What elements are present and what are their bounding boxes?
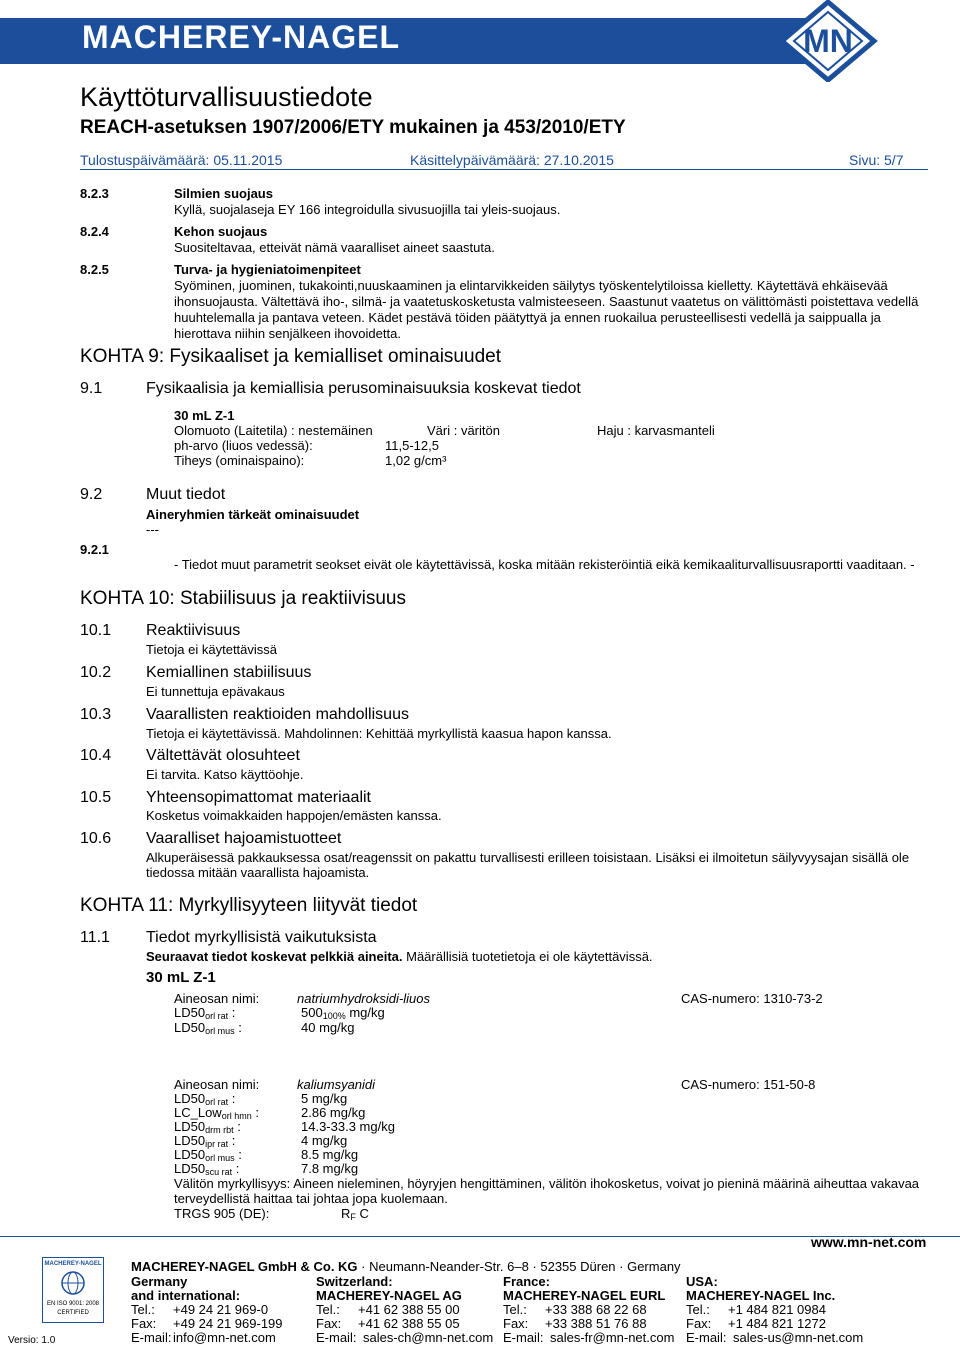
tox-base: LD50	[174, 1005, 206, 1020]
footer-company	[131, 1259, 681, 1274]
footer-col-3-h1: France:	[503, 1274, 550, 1289]
s8-4-text: Suositeltavaa, etteivät nämä vaaralliset aineet saastuta.	[174, 240, 495, 255]
footer-col-4-fax-label: Fax:	[686, 1316, 712, 1331]
tox-route: orl mus	[205, 1026, 235, 1036]
website-link[interactable]: www.mn-net.com	[811, 1234, 927, 1250]
s9-2-1-number: 9.2.1	[80, 542, 109, 557]
footer-col-2-mail-label: E-mail:	[316, 1330, 357, 1345]
company-address: · Neumann-Neander-Str. 6–8 · 52355 Düren · Germany	[357, 1259, 681, 1274]
footer-col-1-fax-label: Fax:	[131, 1316, 157, 1331]
s10-6-number: 10.6	[80, 830, 112, 847]
s9-density-value: 1,02 g/cm³	[385, 453, 447, 468]
s9-2-number: 9.2	[80, 486, 103, 503]
tox-route: ipr rat	[205, 1139, 229, 1149]
s9-color: Väri : väritön	[427, 423, 500, 438]
s8-3-text: Kyllä, suojalaseja EY 166 integroidulla sivusuojilla tai yleis-suojaus.	[174, 202, 561, 217]
mn-logo	[776, 0, 880, 82]
ing2-row-1-label: $LD50_{orl rat}$ :	[174, 1091, 236, 1107]
section-9-heading: KOHTA 9: Fysikaaliset ja kemialliset ominaisuudet	[80, 346, 501, 367]
ing2-cas-value: 151-50-8	[763, 1077, 816, 1092]
s10-2-number: 10.2	[80, 664, 112, 681]
ing1-row-1-label: $LD50_{orl rat}$ :	[174, 1005, 236, 1021]
s10-4-text: Ei tarvita. Katso käyttöohje.	[146, 767, 304, 782]
s10-1-text: Tietoja ei käytettävissä	[146, 642, 278, 657]
cert-brand: MACHEREY-NAGEL	[44, 1261, 102, 1267]
s9-1-title: Fysikaalisia ja kemiallisia perusominaisuuksia koskevat tiedot	[146, 380, 581, 397]
footer-col-4-tel: +1 484 821 0984	[728, 1302, 826, 1317]
s9-density-label: Tiheys (ominaispaino):	[174, 453, 305, 468]
s8-3-title: Silmien suojaus	[174, 186, 273, 201]
ing2-row-4-label: $LD50_{ipr rat}$ :	[174, 1133, 236, 1149]
s10-5-number: 10.5	[80, 789, 112, 806]
footer-col-3-fax-label: Fax:	[503, 1316, 529, 1331]
ing1-row-1-value	[301, 1005, 385, 1021]
footer-col-3-tel-label: Tel.:	[503, 1302, 527, 1317]
tox-value: 500	[301, 1005, 323, 1020]
s10-2-title: Kemiallinen stabiilisuus	[146, 664, 312, 681]
header-rule	[80, 169, 928, 170]
footer-col-4-h2: MACHEREY-NAGEL Inc.	[686, 1288, 836, 1303]
s8-5-line-3: huuhtelemalla ja pantava veteen. Kädet pestävä töiden päätyttyä ja ennen ruokailua perusteellisesti vedellä ja saippualla ja	[174, 310, 881, 325]
ing1-cas	[681, 991, 823, 1006]
s8-5-line-2: ihonsuojausta. Vältettävä iho-, silmä- ja vaatetuskosketusta valmisteeseen. Saastunut vaatetus on välittömästi poistettava vedellä	[174, 294, 919, 309]
brand-name: MACHEREY-NAGEL	[82, 19, 401, 55]
s9-note: - Tiedot muut parametrit seokset eivät ole käytettävissä, koska mitään rekisteröintiä eikä kemikaaliturvallisuusraportti vaaditaan. -	[174, 557, 915, 572]
s10-3-title: Vaarallisten reaktioiden mahdollisuus	[146, 706, 409, 723]
ing2-row-5-value: 8.5 mg/kg	[301, 1147, 359, 1162]
tox-route: orl hmn	[221, 1111, 252, 1121]
footer-col-2-tel-label: Tel.:	[316, 1302, 340, 1317]
cert-sub: CERTIFIED	[57, 1310, 89, 1316]
footer-col-3-fax: +33 388 51 76 88	[545, 1316, 647, 1331]
ing1-cas-value: 1310-73-2	[763, 991, 823, 1006]
tox-base: LD50	[174, 1133, 206, 1148]
s11-intro	[146, 949, 653, 964]
s9-1-number: 9.1	[80, 380, 103, 397]
footer-col-4-mail[interactable]: sales-us@mn-net.com	[733, 1330, 864, 1345]
tox-route: orl mus	[205, 1153, 235, 1163]
footer-col-1-h2: and international:	[131, 1288, 241, 1303]
globe-icon	[57, 1270, 89, 1296]
ing2-row-5-label: $LD50_{orl mus}$ :	[174, 1147, 242, 1163]
logo-text: MN	[803, 23, 853, 59]
tox-route: orl rat	[205, 1097, 229, 1107]
footer-col-4-h1: USA:	[686, 1274, 718, 1289]
s8-5-line-4: hierottava niihin senjälkeen ihovoidetta.	[174, 326, 401, 341]
section-11-heading: KOHTA 11: Myrkyllisyyteen liityvät tiedot	[80, 895, 418, 916]
version: Versio: 1.0	[8, 1335, 56, 1346]
ing2-row-2-label: LC_Low$_{orl hmn}$ :	[174, 1105, 259, 1121]
tox-base: LD50	[174, 1119, 206, 1134]
ing1-name: natriumhydroksidi-liuos	[297, 991, 430, 1006]
footer-col-2-mail[interactable]: sales-ch@mn-net.com	[363, 1330, 494, 1345]
cert-text: EN ISO 9001: 2008	[46, 1301, 100, 1307]
s10-6-line-1: Alkuperäisessä pakkauksessa osat/reagenssit on pakattu turvallisesti erilleen toisistaan. Lisäksi ei ilmoitetun säilyvyysajan sisällä ole	[146, 850, 910, 865]
s11-1-number: 11.1	[80, 929, 110, 946]
s8-5-line-1: Syöminen, juominen, tukakointi,nuuskaaminen ja elintarvikkeiden säilytys työskentelytiloissa kielletty. Käytettävä ehkäisevää	[174, 278, 888, 293]
s10-1-number: 10.1	[80, 622, 112, 639]
tox-unit: mg/kg	[345, 1005, 385, 1020]
tox-route: orl rat	[205, 1011, 229, 1021]
footer-col-1-fax: +49 24 21 969-199	[173, 1316, 283, 1331]
tox-route: scu rat	[205, 1167, 233, 1177]
ing2-cas	[681, 1077, 815, 1092]
s8-4-title: Kehon suojaus	[174, 224, 268, 239]
ing2-row-6-label: $LD50_{scu rat}$ :	[174, 1161, 240, 1177]
ing1-row-2-value: 40 mg/kg	[301, 1020, 355, 1035]
ing2-row-4-value: 4 mg/kg	[301, 1133, 348, 1148]
ing2-name: kaliumsyanidi	[297, 1077, 376, 1092]
trgs-c: C	[355, 1206, 369, 1221]
ing2-tox-line-2: terveydellistä haittaa tai johtaa jopa kuolemaan.	[174, 1191, 448, 1206]
ing2-trgs-value	[341, 1206, 369, 1222]
company-name: MACHEREY-NAGEL GmbH & Co. KG	[131, 1259, 358, 1274]
ing2-row-3-value: 14.3-33.3 mg/kg	[301, 1119, 395, 1134]
s9-ph-value: 11,5-12,5	[385, 438, 439, 453]
s11-intro-bold: Seuraavat tiedot koskevat pelkkiä aineita.	[146, 949, 403, 964]
s11-intro-rest: Määrällisiä tuotetietoja ei ole käytettävissä.	[402, 949, 653, 964]
s10-4-number: 10.4	[80, 747, 112, 764]
document-title: Käyttöturvallisuustiedote	[80, 82, 373, 112]
handling-date: Käsittelypäivämäärä: 27.10.2015	[410, 152, 614, 168]
s10-3-number: 10.3	[80, 706, 112, 723]
ing1-row-2-label: $LD50_{orl mus}$ :	[174, 1020, 242, 1036]
footer-col-4-mail-label: E-mail:	[686, 1330, 727, 1345]
header	[0, 0, 960, 82]
ing1-name-label: Aineosan nimi:	[174, 991, 260, 1006]
footer-col-1-tel-label: Tel.:	[131, 1302, 155, 1317]
ing2-trgs-label: TRGS 905 (DE):	[174, 1206, 270, 1221]
s10-6-title: Vaaralliset hajoamistuotteet	[146, 830, 342, 847]
s9-form: Olomuoto (Laitetila) : nestemäinen	[174, 423, 373, 438]
s10-2-text: Ei tunnettuja epävakaus	[146, 684, 285, 699]
tox-value-sub: 100%	[322, 1011, 346, 1021]
s9-2-title: Muut tiedot	[146, 486, 226, 503]
ing2-row-1-value: 5 mg/kg	[301, 1091, 348, 1106]
footer-col-2-h2: MACHEREY-NAGEL AG	[316, 1288, 462, 1303]
footer-col-3-h2: MACHEREY-NAGEL EURL	[503, 1288, 666, 1303]
s9-odor: Haju : karvasmanteli	[597, 423, 715, 438]
s8-4-number: 8.2.4	[80, 224, 109, 239]
s10-3-text: Tietoja ei käytettävissä. Mahdolinnen: Kehittää myrkyllistä kaasua hapon kanssa.	[146, 726, 612, 741]
footer-col-1-h1: Germany	[131, 1274, 188, 1289]
footer-col-1-mail[interactable]: info@mn-net.com	[173, 1330, 276, 1345]
s11-1-title: Tiedot myrkyllisistä vaikutuksista	[146, 929, 377, 946]
tox-base: LD50	[174, 1020, 206, 1035]
s10-1-title: Reaktiivisuus	[146, 622, 241, 639]
footer-col-3-tel: +33 388 68 22 68	[545, 1302, 647, 1317]
s8-5-number: 8.2.5	[80, 262, 109, 277]
cert-badge	[42, 1257, 104, 1323]
s11-product-name: 30 mL Z-1	[146, 969, 216, 986]
ing2-row-2-value: 2.86 mg/kg	[301, 1105, 366, 1120]
trgs-r: R	[341, 1206, 351, 1221]
tox-base: LD50	[174, 1147, 206, 1162]
ing2-row-6-value: 7.8 mg/kg	[301, 1161, 359, 1176]
s10-6-line-2: tiedossa mitään vaarallista hajoamista.	[146, 865, 370, 880]
tox-base: LC_Low	[174, 1105, 222, 1120]
ing2-row-3-label: $LD50_{drm rbt}$ :	[174, 1119, 241, 1135]
s9-product-name: 30 mL Z-1	[174, 408, 235, 423]
footer-col-2-fax-label: Fax:	[316, 1316, 342, 1331]
tox-base: LD50	[174, 1091, 206, 1106]
footer-col-2-tel: +41 62 388 55 00	[358, 1302, 460, 1317]
trgs-f: F	[350, 1212, 356, 1222]
document-subtitle: REACH-asetuksen 1907/2006/ETY mukainen ja 453/2010/ETY	[80, 117, 626, 138]
s9-groups-title: Aineryhmien tärkeät ominaisuudet	[146, 507, 360, 522]
section-10-heading: KOHTA 10: Stabiilisuus ja reaktiivisuus	[80, 588, 406, 609]
footer-col-4-fax: +1 484 821 1272	[728, 1316, 826, 1331]
ing2-name-label: Aineosan nimi:	[174, 1077, 260, 1092]
page-number: Sivu: 5/7	[849, 152, 904, 168]
s8-3-number: 8.2.3	[80, 186, 109, 201]
s8-5-title: Turva- ja hygieniatoimenpiteet	[174, 262, 361, 277]
tox-route: drm rbt	[205, 1125, 234, 1135]
s9-groups-value: ---	[146, 522, 159, 537]
ing2-tox-line-1: Välitön myrkyllisyys: Aineen nieleminen, höyryjen hengittäminen, välitön ihokosketus, voivat jo pieninä määrinä aiheuttaa vakavaa	[174, 1176, 920, 1191]
s10-4-title: Vältettävät olosuhteet	[146, 747, 300, 764]
footer-col-2-h1: Switzerland:	[316, 1274, 393, 1289]
ing1-cas-label: CAS-numero:	[681, 991, 760, 1006]
footer-col-3-mail[interactable]: sales-fr@mn-net.com	[550, 1330, 675, 1345]
footer-col-1-tel: +49 24 21 969-0	[173, 1302, 269, 1317]
s9-ph-label: ph-arvo (liuos vedessä):	[174, 438, 313, 453]
print-date: Tulostuspäivämäärä: 05.11.2015	[80, 152, 283, 168]
ing2-cas-label: CAS-numero:	[681, 1077, 760, 1092]
footer-col-3-mail-label: E-mail:	[503, 1330, 544, 1345]
s10-5-title: Yhteensopimattomat materiaalit	[146, 789, 371, 806]
footer-col-1-mail-label: E-mail:	[131, 1330, 172, 1345]
tox-base: LD50	[174, 1161, 206, 1176]
s10-5-text: Kosketus voimakkaiden happojen/emästen kanssa.	[146, 808, 442, 823]
footer-col-4-tel-label: Tel.:	[686, 1302, 710, 1317]
footer-col-2-fax: +41 62 388 55 05	[358, 1316, 460, 1331]
